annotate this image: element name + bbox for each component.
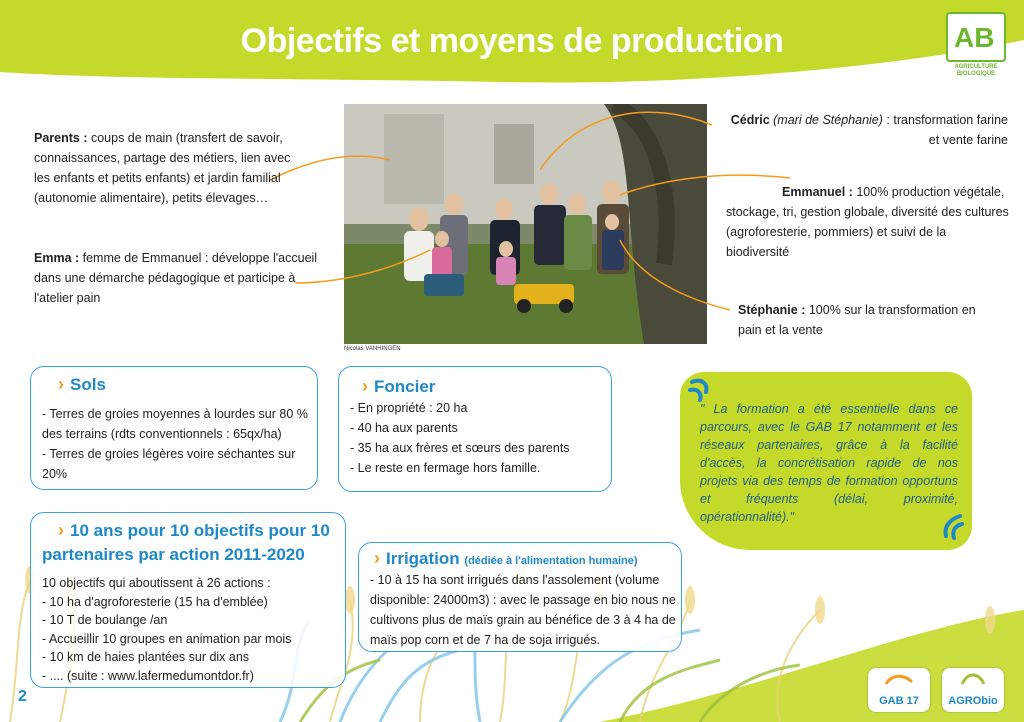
agrobio-logo bbox=[942, 668, 1004, 712]
note-cedric-detail: (mari de Stéphanie) bbox=[769, 113, 883, 127]
objectifs-line: - .... (suite : www.lafermedumontdor.fr) bbox=[42, 668, 254, 683]
ab-logo-letters: AB bbox=[954, 22, 995, 53]
note-stephanie-text: 100% sur la transformation en pain et la vente bbox=[738, 303, 976, 337]
objectifs-title: › 10 ans pour 10 objectifs pour 10 partenaires par action 2011-2020 bbox=[42, 520, 330, 564]
note-emma-text: femme de Emmanuel : développe l'accueil dans une démarche pédagogique et participe à l'atelier pain bbox=[34, 251, 318, 305]
foncier-line: - 40 ha aux parents bbox=[350, 421, 458, 435]
sols-body bbox=[42, 404, 310, 484]
note-parents bbox=[34, 128, 294, 208]
gab17-logo bbox=[868, 668, 930, 712]
note-cedric-name: Cédric bbox=[730, 113, 770, 127]
page-number: 2 bbox=[18, 688, 27, 705]
note-emmanuel-name: Emmanuel : bbox=[782, 185, 853, 199]
agrobio-logo-icon bbox=[958, 672, 988, 686]
photo-credit: Nicolas VANHINGEN bbox=[344, 346, 401, 352]
note-emmanuel bbox=[726, 182, 1010, 262]
irrigation-body: - 10 à 15 ha sont irrigués dans l'assolement (volume disponible: 24000m3) : avec le passage en bio nous ne cultivons plus de maïs grain au bénéfice de 3 à 4 ha de maïs pop corn et de 7 ha de soja irrigués. bbox=[370, 573, 676, 647]
note-stephanie bbox=[738, 300, 978, 340]
gab17-logo-icon bbox=[884, 672, 914, 686]
page-title: Objectifs et moyens de production bbox=[240, 22, 784, 60]
note-emma-name: Emma : bbox=[34, 251, 80, 265]
chevron-icon: › bbox=[58, 374, 64, 394]
agrobio-logo-text: AGRObio bbox=[948, 695, 998, 707]
irrigation-subtitle: (dédiée à l'alimentation humaine) bbox=[464, 555, 638, 567]
note-parents-text: coups de main (transfert de savoir, connaissances, partage des métiers, lien avec les enfants et petits enfants) et jardin familial (autonomie alimentaire), petits élevages… bbox=[34, 131, 291, 205]
quote-text: " La formation a été essentielle dans ce parcours, avec le GAB 17 notamment et les réseaux partenaires, grâce à la facilité d'accès, la concrétisation rapide de nos projets via des temps de formation opportuns et fréquents (délai, proximité, opérationnalité)." bbox=[700, 402, 958, 524]
objectifs-line: - 10 km de haies plantées sur dix ans bbox=[42, 650, 250, 664]
note-emma bbox=[34, 248, 319, 308]
foncier-line: - En propriété : 20 ha bbox=[350, 401, 468, 415]
chevron-icon: › bbox=[58, 520, 64, 540]
foncier-title: › Foncier bbox=[362, 376, 436, 396]
chevron-icon: › bbox=[362, 376, 368, 396]
sols-line: - Terres de groies légères voire séchantes sur 20% bbox=[42, 447, 296, 481]
note-emmanuel-text: 100% production végétale, stockage, tri, gestion globale, diversité des cultures (agroforesterie, pommiers) et suivi de la biodiversité bbox=[726, 185, 1009, 259]
note-cedric bbox=[718, 110, 1008, 150]
objectifs-line: 10 objectifs qui aboutissent à 26 actions : bbox=[42, 576, 271, 590]
note-stephanie-name: Stéphanie : bbox=[738, 303, 806, 317]
foncier-line: - Le reste en fermage hors famille. bbox=[350, 461, 541, 475]
sols-line: - Terres de groies moyennes à lourdes sur 80 % des terrains (rdts conventionnels : 65qx/ha) bbox=[42, 407, 308, 441]
foncier-body bbox=[350, 398, 600, 478]
objectifs-line: - Accueillir 10 groupes en animation par mois bbox=[42, 631, 292, 646]
gab17-logo-text: GAB 17 bbox=[879, 695, 919, 707]
irrigation-title: › Irrigation (dédiée à l'alimentation humaine) bbox=[374, 548, 638, 568]
note-parents-name: Parents : bbox=[34, 131, 88, 145]
note-cedric-text: : transformation farine et vente farine bbox=[882, 113, 1008, 147]
objectifs-line: - 10 T de boulange /an bbox=[42, 613, 168, 627]
foncier-line: - 35 ha aux frères et sœurs des parents bbox=[350, 441, 570, 455]
sols-title: › Sols bbox=[58, 374, 106, 394]
chevron-icon: › bbox=[374, 548, 380, 568]
ab-logo-subtitle: AGRICULTURE BIOLOGIQUE bbox=[954, 64, 998, 77]
objectifs-body bbox=[42, 574, 342, 685]
objectifs-line: - 10 ha d'agroforesterie (15 ha d'emblée) bbox=[42, 594, 268, 609]
